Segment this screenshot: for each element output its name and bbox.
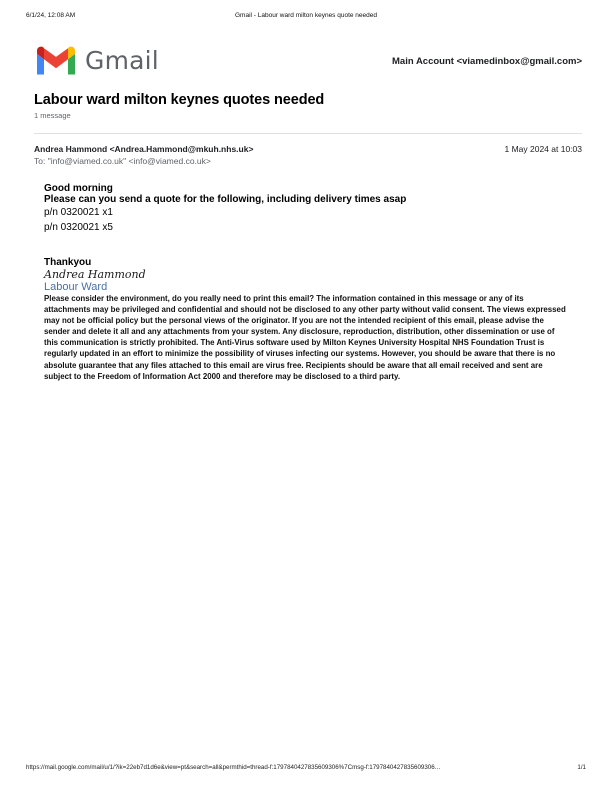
legal-disclaimer: Please consider the environment, do you really need to print this email? The information contained in this message or any of its attachments may be privileged and confidential and should not be disclosed to any other party without valid consent. The views expressed may not be official policy but the personal views of the originator. If you are not the intended recipient of this email, please advise the sender and delete it all and any attachments from your system. Any disclosure, reproduction, distribution, other dissemination or use of this communication is strictly prohibited. The Anti-Virus software used by Milton Keynes University Hospital NHS Foundation Trust is regularly updated in an effort to minimize the possibility of viruses infecting our systems. However, you should be aware that there is no absolute guarantee that any files attached to this email are virus free. Recipients should be aware that all email received and sent are subject to the Freedom of Information Act 2000 and therefore may be disclosed to a third party. xyxy=(44,294,566,381)
thread-header xyxy=(34,92,582,120)
part-number-item: p/n 0320021 x1 xyxy=(44,207,113,218)
footer-page-number: 1/1 xyxy=(577,764,586,771)
closing-text: Thankyou xyxy=(44,257,92,268)
request-text: Please can you send a quote for the following, including delivery times asap xyxy=(44,194,407,205)
message-count: 1 message xyxy=(34,111,71,120)
gmail-wordmark: Gmail xyxy=(85,46,159,75)
greeting-text: Good morning xyxy=(44,183,113,194)
part-number-item: p/n 0320021 x5 xyxy=(44,222,113,233)
message-date: 1 May 2024 at 10:03 xyxy=(504,144,582,154)
print-footer xyxy=(0,764,612,774)
print-header-title: Gmail - Labour ward milton keynes quote needed xyxy=(235,12,377,19)
message-meta xyxy=(34,144,582,170)
part-number-list xyxy=(44,205,572,235)
message-body xyxy=(44,183,572,382)
header-divider xyxy=(34,133,582,134)
sender-line: Andrea Hammond <Andrea.Hammond@mkuh.nhs.uk> xyxy=(34,144,254,154)
footer-url: https://mail.google.com/mail/u/1/?ik=22eb7d1d6e&view=pt&search=all&permthid=thread-f:1797840427835609306%7Cmsg-f:1797840427835609306… xyxy=(26,764,441,771)
print-header xyxy=(0,12,612,24)
page-title: Labour ward milton keynes quotes needed xyxy=(34,92,325,108)
signature-name: Andrea Hammond xyxy=(44,268,146,281)
gmail-m-icon xyxy=(34,44,78,77)
print-header-date: 6/1/24, 12:08 AM xyxy=(26,12,76,19)
recipient-line: To: "info@viamed.co.uk" <info@viamed.co.uk> xyxy=(34,156,211,166)
account-label: Main Account <viamedinbox@gmail.com> xyxy=(392,56,582,67)
gmail-logo xyxy=(34,44,159,77)
brand-row xyxy=(34,44,582,80)
signature-department: Labour Ward xyxy=(44,281,108,293)
